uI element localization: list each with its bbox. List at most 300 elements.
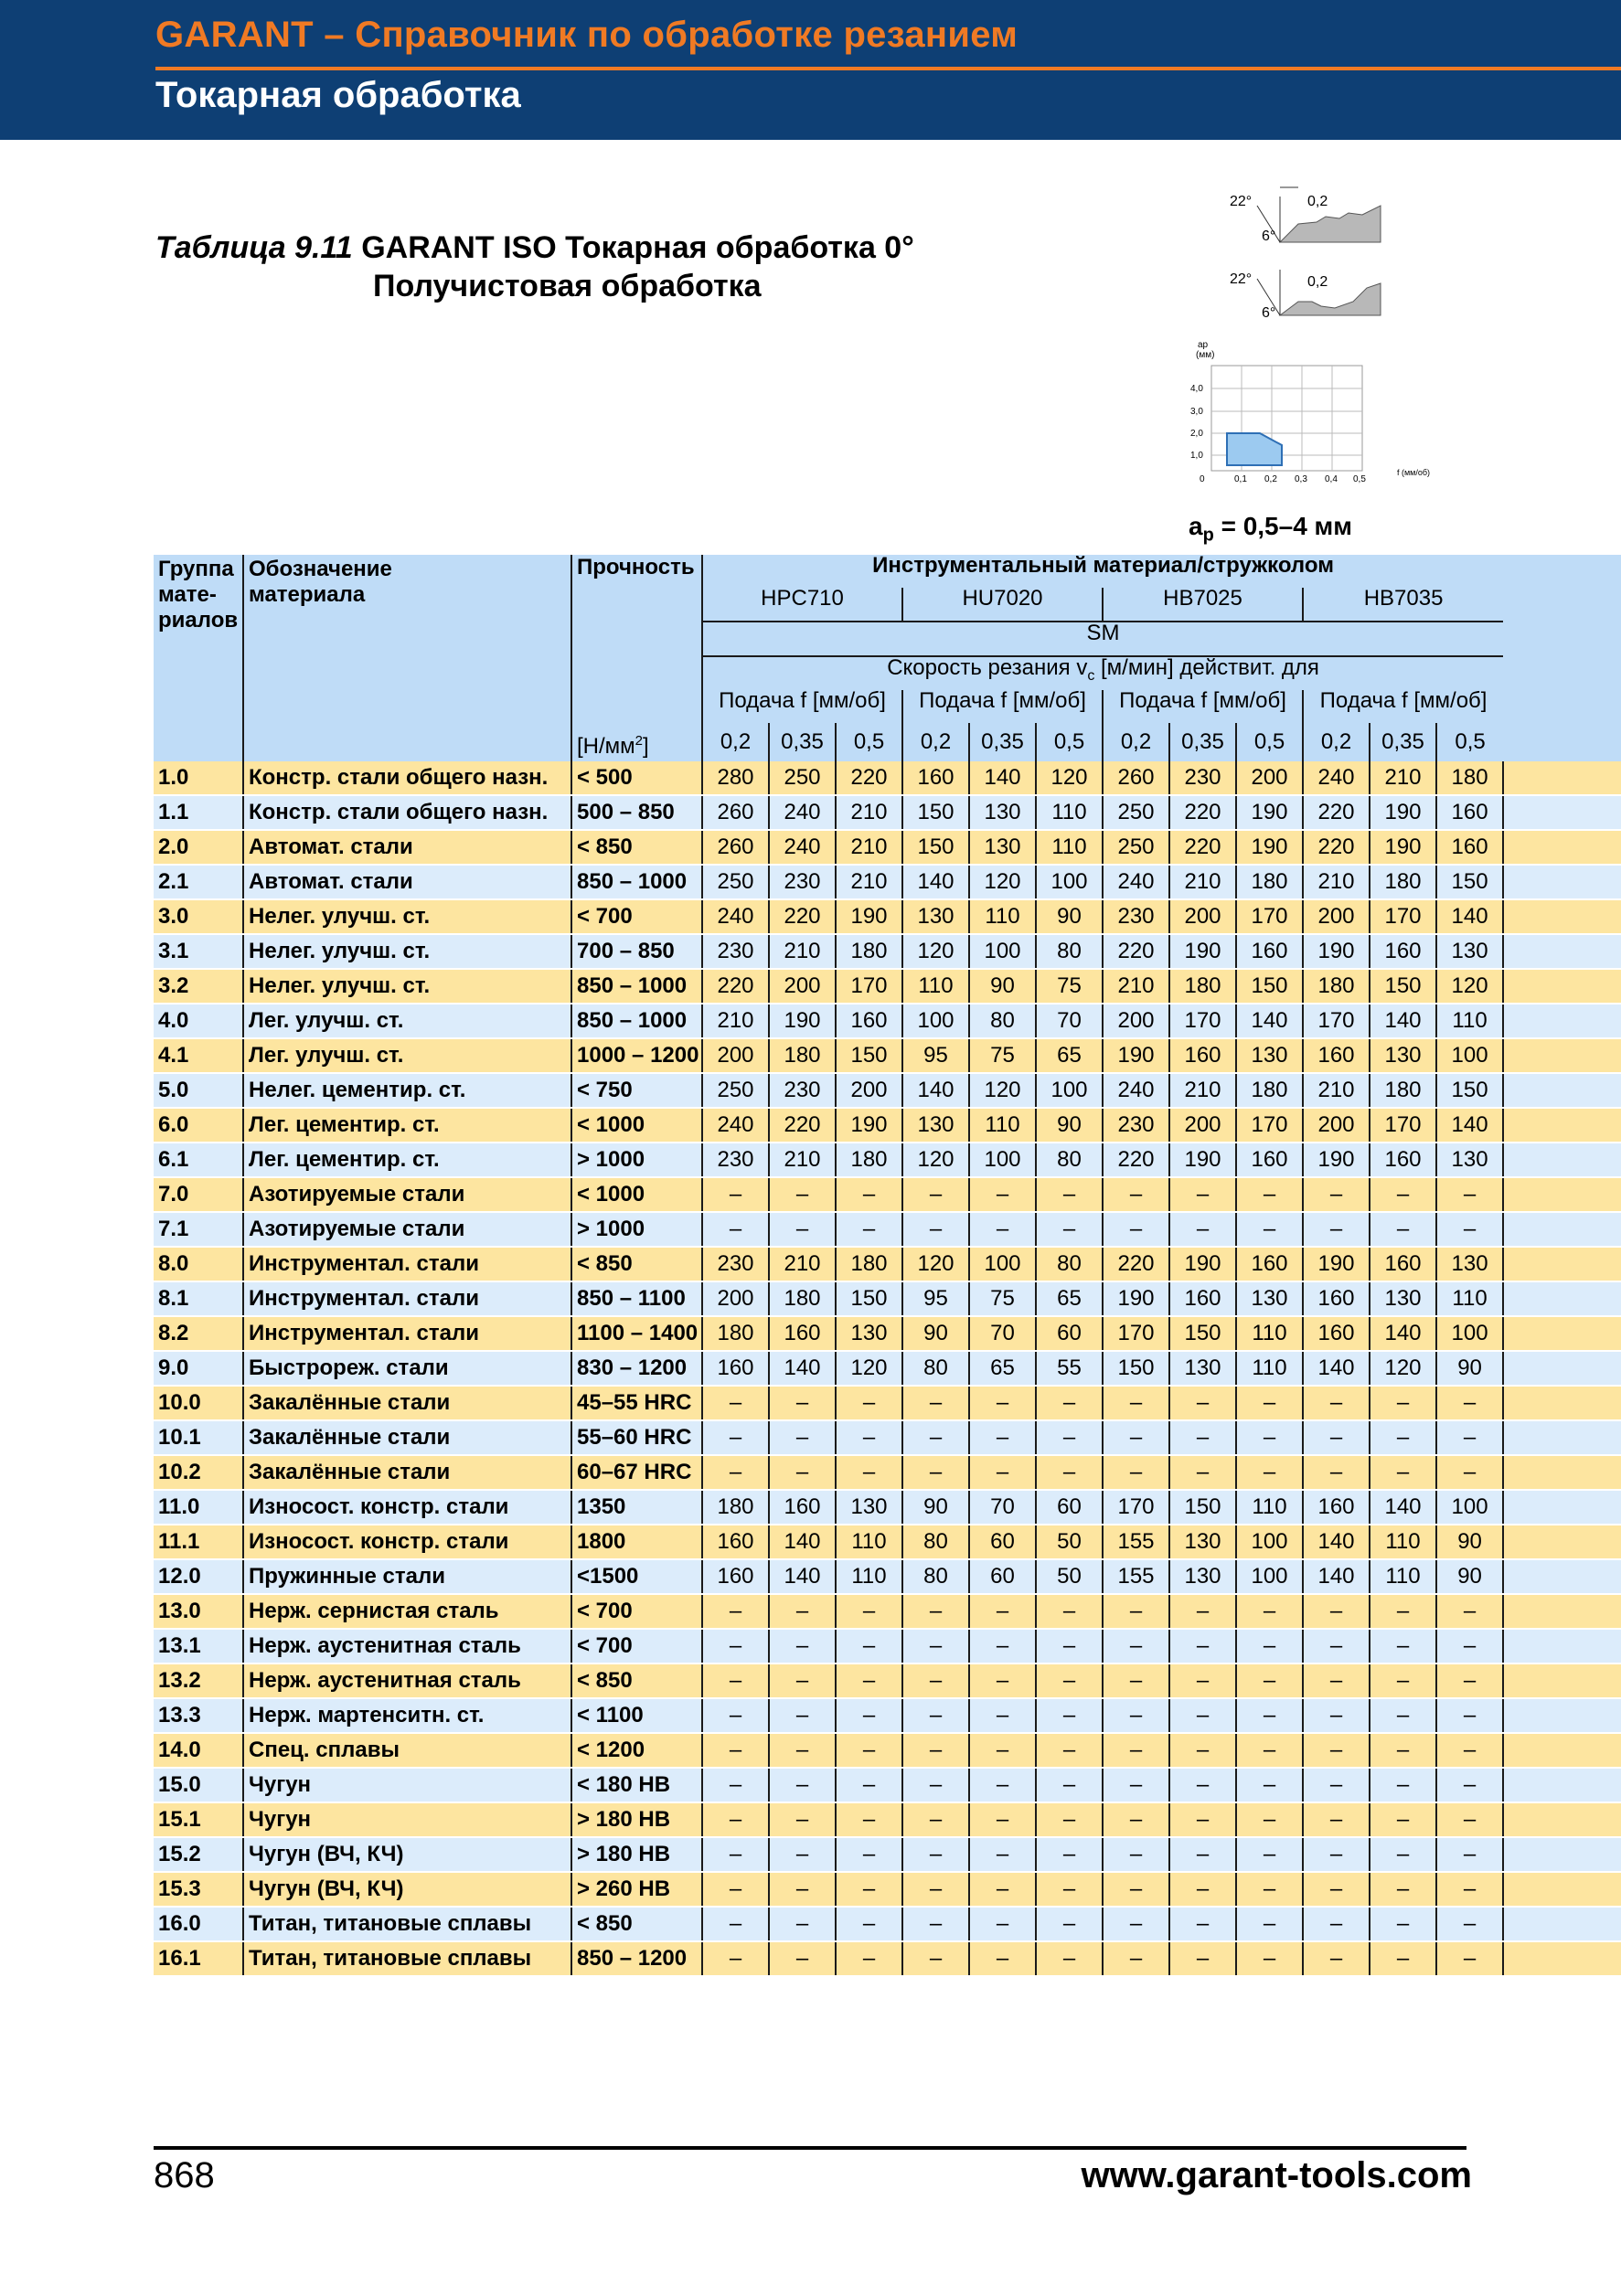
cutting-speed-value: 120	[836, 1351, 902, 1386]
cutting-speed-value: –	[836, 1664, 902, 1698]
cutting-speed-value: 140	[969, 761, 1036, 795]
cutting-speed-value: –	[1036, 1837, 1103, 1872]
footer-divider	[154, 2146, 1466, 2150]
cutting-speed-value: –	[1036, 1733, 1103, 1768]
cutting-speed-value: –	[1169, 1768, 1236, 1802]
cutting-speed-value: –	[1303, 1386, 1370, 1420]
material-name: Титан, титановые сплавы	[243, 1907, 571, 1941]
cutting-speed-value: 90	[969, 969, 1036, 1004]
cutting-speed-value: –	[1436, 1177, 1503, 1212]
cutting-speed-value: –	[1370, 1177, 1436, 1212]
cutting-speed-value: 160	[1169, 1038, 1236, 1073]
cutting-speed-value: –	[1236, 1386, 1303, 1420]
cutting-speed-value: 110	[1236, 1316, 1303, 1351]
svg-text:4,0: 4,0	[1190, 384, 1203, 394]
svg-text:3,0: 3,0	[1190, 407, 1203, 417]
website-link[interactable]: www.garant-tools.com	[1081, 2155, 1472, 2195]
cutting-speed-value: –	[836, 1941, 902, 1976]
cutting-speed-value: 180	[702, 1490, 769, 1525]
cutting-speed-value: 70	[1036, 1004, 1103, 1038]
grade-header: HB7025	[1103, 588, 1303, 622]
table-row	[154, 934, 1621, 969]
cutting-speed-value: 180	[769, 1281, 836, 1316]
table-row	[154, 1386, 1621, 1420]
cutting-speed-value: 155	[1103, 1559, 1169, 1594]
cutting-speed-value: 65	[1036, 1038, 1103, 1073]
cutting-speed-value: 110	[1236, 1351, 1303, 1386]
cutting-speed-value: –	[1303, 1212, 1370, 1247]
table-row	[154, 1629, 1621, 1664]
material-name: Износост. констр. стали	[243, 1525, 571, 1559]
cutting-speed-value: 55	[1036, 1351, 1103, 1386]
cutting-speed-value: 230	[1103, 1108, 1169, 1143]
row-filler	[1503, 795, 1621, 830]
svg-text:22°: 22°	[1230, 194, 1253, 209]
cutting-speed-value: 130	[969, 830, 1036, 865]
cutting-speed-value: 230	[769, 1073, 836, 1108]
cutting-speed-value: –	[1436, 1698, 1503, 1733]
table-row	[154, 1941, 1621, 1976]
cutting-speed-value: –	[1370, 1386, 1436, 1420]
feed-header: Подача f [мм/об]	[1303, 690, 1503, 723]
table-row	[154, 1351, 1621, 1386]
cutting-speed-value: 160	[1436, 795, 1503, 830]
cutting-speed-value: 160	[769, 1490, 836, 1525]
cutting-speed-value: 190	[1236, 795, 1303, 830]
cutting-speed-value: –	[1169, 1837, 1236, 1872]
row-filler	[1503, 1212, 1621, 1247]
cutting-speed-value: –	[1303, 1177, 1370, 1212]
cutting-speed-value: 190	[1169, 934, 1236, 969]
svg-text:0,2: 0,2	[1264, 474, 1277, 484]
cutting-speed-value: 130	[1169, 1559, 1236, 1594]
table-row	[154, 1455, 1621, 1490]
cutting-speed-value: 130	[1236, 1038, 1303, 1073]
cutting-speed-value: 220	[1103, 934, 1169, 969]
cutting-speed-value: –	[836, 1212, 902, 1247]
cutting-speed-value: –	[1036, 1907, 1103, 1941]
cutting-speed-value: –	[1169, 1386, 1236, 1420]
cutting-speed-value: 280	[702, 761, 769, 795]
cutting-speed-value: 80	[1036, 934, 1103, 969]
cutting-speed-value: 140	[1303, 1351, 1370, 1386]
cutting-speed-value: 75	[1036, 969, 1103, 1004]
cutting-speed-value: 180	[1236, 1073, 1303, 1108]
material-strength: 500 – 850	[571, 795, 702, 830]
svg-text:0: 0	[1200, 474, 1205, 484]
cutting-speed-value: 220	[1169, 795, 1236, 830]
material-group: 13.1	[154, 1629, 243, 1664]
material-group: 8.0	[154, 1247, 243, 1281]
cutting-speed-value: 90	[1436, 1351, 1503, 1386]
cutting-speed-value: –	[1370, 1802, 1436, 1837]
row-filler	[1503, 1559, 1621, 1594]
cutting-speed-value: –	[1236, 1941, 1303, 1976]
cutting-speed-value: –	[1236, 1420, 1303, 1455]
cutting-speed-value: –	[1236, 1212, 1303, 1247]
cutting-speed-value: –	[702, 1177, 769, 1212]
cutting-speed-value: –	[1436, 1386, 1503, 1420]
cutting-speed-value: 110	[836, 1525, 902, 1559]
material-strength: > 180 HB	[571, 1802, 702, 1837]
cutting-speed-value: 200	[1303, 899, 1370, 934]
cutting-speed-value: 210	[1303, 865, 1370, 899]
cutting-speed-value: –	[1436, 1664, 1503, 1698]
cutting-speed-value: –	[1436, 1941, 1503, 1976]
cutting-speed-value: –	[769, 1733, 836, 1768]
material-strength: < 1200	[571, 1733, 702, 1768]
cutting-speed-value: –	[702, 1872, 769, 1907]
cutting-speed-value: –	[1370, 1629, 1436, 1664]
cutting-speed-value: 100	[1036, 1073, 1103, 1108]
cutting-speed-value: –	[702, 1386, 769, 1420]
cutting-speed-value: 150	[902, 795, 969, 830]
material-group: 12.0	[154, 1559, 243, 1594]
cutting-speed-value: –	[1169, 1177, 1236, 1212]
cutting-speed-value: –	[836, 1594, 902, 1629]
row-filler	[1503, 1594, 1621, 1629]
cutting-speed-value: 60	[969, 1525, 1036, 1559]
row-filler	[1503, 969, 1621, 1004]
cutting-speed-value: –	[969, 1386, 1036, 1420]
material-name: Лег. цементир. ст.	[243, 1143, 571, 1177]
cutting-speed-value: 110	[969, 1108, 1036, 1143]
cutting-speed-value: 260	[702, 795, 769, 830]
cutting-speed-value: –	[702, 1664, 769, 1698]
material-name: Закалённые стали	[243, 1455, 571, 1490]
material-group: 15.3	[154, 1872, 243, 1907]
svg-text:0,2: 0,2	[1307, 274, 1328, 290]
cutting-speed-value: –	[1103, 1629, 1169, 1664]
cutting-speed-value: –	[769, 1664, 836, 1698]
cutting-speed-value: –	[1103, 1420, 1169, 1455]
material-name: Лег. цементир. ст.	[243, 1108, 571, 1143]
cutting-speed-value: –	[1103, 1594, 1169, 1629]
cutting-speed-value: 240	[1103, 1073, 1169, 1108]
material-group: 16.0	[154, 1907, 243, 1941]
cutting-speed-value: –	[702, 1768, 769, 1802]
insert-profile-1	[1230, 187, 1381, 244]
cutting-speed-value: –	[1303, 1941, 1370, 1976]
cutting-speed-value: 140	[1303, 1525, 1370, 1559]
row-filler	[1503, 899, 1621, 934]
cutting-speed-value: –	[1436, 1455, 1503, 1490]
row-filler	[1503, 1281, 1621, 1316]
cutting-speed-value: 95	[902, 1038, 969, 1073]
row-filler	[1503, 1629, 1621, 1664]
cutting-speed-value: 190	[1103, 1281, 1169, 1316]
material-name: Спец. сплавы	[243, 1733, 571, 1768]
cutting-speed-value: 150	[902, 830, 969, 865]
cutting-speed-value: 90	[1436, 1525, 1503, 1559]
cutting-speed-value: –	[1036, 1941, 1103, 1976]
cutting-speed-value: 180	[1436, 761, 1503, 795]
material-group: 10.0	[154, 1386, 243, 1420]
cutting-speed-value: –	[902, 1664, 969, 1698]
svg-text:0,1: 0,1	[1234, 474, 1247, 484]
feed-value-header: 0,2	[1103, 723, 1169, 761]
cutting-speed-value: 140	[769, 1351, 836, 1386]
cutting-speed-value: –	[902, 1837, 969, 1872]
row-filler	[1503, 1455, 1621, 1490]
table-row	[154, 1768, 1621, 1802]
material-strength: 850 – 1000	[571, 969, 702, 1004]
cutting-speed-value: 180	[836, 934, 902, 969]
material-name: Азотируемые стали	[243, 1212, 571, 1247]
row-filler	[1503, 1941, 1621, 1976]
row-filler	[1503, 761, 1621, 795]
cutting-speed-value: 110	[1370, 1525, 1436, 1559]
table-row	[154, 1907, 1621, 1941]
cutting-speed-value: 75	[969, 1038, 1036, 1073]
cutting-speed-value: –	[902, 1907, 969, 1941]
cutting-speed-value: –	[702, 1733, 769, 1768]
cutting-speed-value: –	[1303, 1698, 1370, 1733]
cutting-speed-value: 140	[1370, 1490, 1436, 1525]
material-name: Нерж. аустенитная сталь	[243, 1664, 571, 1698]
material-name: Пружинные стали	[243, 1559, 571, 1594]
cutting-speed-value: –	[902, 1420, 969, 1455]
cutting-speed-value: –	[769, 1768, 836, 1802]
cutting-speed-value: –	[836, 1177, 902, 1212]
cutting-speed-value: –	[1036, 1212, 1103, 1247]
material-name: Закалённые стали	[243, 1420, 571, 1455]
cutting-speed-value: –	[902, 1872, 969, 1907]
cutting-speed-value: –	[836, 1386, 902, 1420]
cutting-speed-value: 110	[1036, 795, 1103, 830]
table-row	[154, 1247, 1621, 1281]
cutting-speed-value: 200	[769, 969, 836, 1004]
material-group: 7.1	[154, 1212, 243, 1247]
cutting-speed-value: 160	[702, 1525, 769, 1559]
material-group: 4.1	[154, 1038, 243, 1073]
material-name: Лег. улучш. ст.	[243, 1038, 571, 1073]
material-strength: 1000 – 1200	[571, 1038, 702, 1073]
cutting-speed-value: –	[1236, 1872, 1303, 1907]
table-row	[154, 1698, 1621, 1733]
cutting-speed-value: 200	[702, 1038, 769, 1073]
row-filler	[1503, 1108, 1621, 1143]
cutting-speed-value: 130	[836, 1316, 902, 1351]
material-group: 10.2	[154, 1455, 243, 1490]
material-group: 6.0	[154, 1108, 243, 1143]
material-group: 8.2	[154, 1316, 243, 1351]
cutting-speed-value: 210	[836, 830, 902, 865]
cutting-speed-value: 220	[1303, 795, 1370, 830]
svg-text:0,5: 0,5	[1353, 474, 1366, 484]
cutting-speed-value: 120	[1370, 1351, 1436, 1386]
cutting-speed-value: 160	[1303, 1038, 1370, 1073]
cutting-speed-value: 90	[902, 1490, 969, 1525]
cutting-speed-value: –	[1303, 1872, 1370, 1907]
cutting-speed-value: 210	[769, 934, 836, 969]
cutting-speed-value: –	[1169, 1733, 1236, 1768]
cutting-speed-value: –	[1370, 1872, 1436, 1907]
table-row	[154, 1802, 1621, 1837]
table-row	[154, 1594, 1621, 1629]
cutting-speed-value: 100	[969, 1143, 1036, 1177]
cutting-speed-value: 210	[769, 1247, 836, 1281]
material-name: Чугун	[243, 1802, 571, 1837]
cutting-speed-value: 80	[969, 1004, 1036, 1038]
material-strength: < 700	[571, 1629, 702, 1664]
svg-text:(мм): (мм)	[1196, 350, 1215, 360]
cutting-speed-value: 190	[1169, 1247, 1236, 1281]
insert-diagrams	[1170, 178, 1454, 562]
cutting-speed-value: 200	[1169, 1108, 1236, 1143]
cutting-speed-value: 100	[1436, 1038, 1503, 1073]
cutting-speed-value: 160	[1370, 1143, 1436, 1177]
cutting-speed-value: 100	[1236, 1559, 1303, 1594]
cutting-speed-value: –	[902, 1594, 969, 1629]
cutting-speed-value: 140	[1370, 1316, 1436, 1351]
cutting-speed-value: 50	[1036, 1559, 1103, 1594]
row-filler	[1503, 1907, 1621, 1941]
table-row	[154, 1038, 1621, 1073]
row-filler	[1503, 934, 1621, 969]
cutting-speed-value: –	[702, 1941, 769, 1976]
material-name: Инструментал. стали	[243, 1281, 571, 1316]
cutting-speed-value: –	[1303, 1420, 1370, 1455]
cutting-speed-value: 190	[1370, 830, 1436, 865]
cutting-speed-value: –	[1103, 1664, 1169, 1698]
grade-header: HPC710	[702, 588, 902, 622]
cutting-speed-value: –	[836, 1698, 902, 1733]
cutting-speed-value: 110	[902, 969, 969, 1004]
material-strength: < 500	[571, 761, 702, 795]
cutting-speed-value: –	[1036, 1802, 1103, 1837]
cutting-speed-value: 170	[1303, 1004, 1370, 1038]
cutting-speed-value: 210	[1370, 761, 1436, 795]
cutting-speed-value: –	[1236, 1768, 1303, 1802]
material-group: 11.1	[154, 1525, 243, 1559]
cutting-speed-value: –	[769, 1177, 836, 1212]
feed-value-header: 0,35	[1370, 723, 1436, 761]
cutting-speed-value: 100	[1036, 865, 1103, 899]
table-row	[154, 1177, 1621, 1212]
cutting-speed-value: –	[902, 1629, 969, 1664]
feed-value-header: 0,5	[1036, 723, 1103, 761]
cutting-speed-value: 140	[1370, 1004, 1436, 1038]
cutting-speed-value: 70	[969, 1316, 1036, 1351]
material-group: 2.1	[154, 865, 243, 899]
material-name: Износост. констр. стали	[243, 1490, 571, 1525]
depth-of-cut-label: $a_p = 0,5-4$ мм	[1189, 512, 1352, 546]
cutting-speed-value: 160	[1370, 1247, 1436, 1281]
cutting-speed-value: 160	[1370, 934, 1436, 969]
insert-profile-2	[1230, 270, 1381, 321]
cutting-speed-value: 160	[1436, 830, 1503, 865]
cutting-speed-value: –	[769, 1837, 836, 1872]
cutting-speed-value: –	[1169, 1941, 1236, 1976]
cutting-speed-value: 120	[1036, 761, 1103, 795]
cutting-speed-value: –	[1169, 1802, 1236, 1837]
material-strength: 1100 – 1400	[571, 1316, 702, 1351]
cutting-speed-value: 230	[702, 1247, 769, 1281]
cutting-speed-value: 150	[1103, 1351, 1169, 1386]
cutting-speed-value: 160	[1303, 1490, 1370, 1525]
cutting-speed-value: 230	[769, 865, 836, 899]
cutting-speed-value: –	[1436, 1768, 1503, 1802]
table-title: GARANT ISO Токарная обработка 0°	[361, 230, 914, 265]
cutting-speed-value: –	[1370, 1664, 1436, 1698]
cutting-speed-value: –	[1436, 1907, 1503, 1941]
cutting-speed-value: –	[902, 1455, 969, 1490]
feed-header: Подача f [мм/об]	[702, 690, 902, 723]
cutting-speed-value: 130	[969, 795, 1036, 830]
cutting-speed-value: 230	[702, 934, 769, 969]
cutting-speed-value: 190	[1303, 1247, 1370, 1281]
row-filler	[1503, 1073, 1621, 1108]
cutting-speed-value: 170	[1103, 1316, 1169, 1351]
cutting-speed-value: 210	[1169, 1073, 1236, 1108]
cutting-speed-value: 200	[702, 1281, 769, 1316]
material-group: 1.0	[154, 761, 243, 795]
material-name: Закалённые стали	[243, 1386, 571, 1420]
cutting-speed-value: –	[836, 1629, 902, 1664]
cutting-speed-value: 250	[769, 761, 836, 795]
material-group: 14.0	[154, 1733, 243, 1768]
cutting-speed-value: 110	[1436, 1004, 1503, 1038]
cutting-speed-value: 180	[1370, 1073, 1436, 1108]
svg-text:22°: 22°	[1230, 271, 1253, 287]
cutting-speed-value: –	[1103, 1455, 1169, 1490]
cutting-speed-value: 190	[1236, 830, 1303, 865]
cutting-speed-value: 160	[1236, 934, 1303, 969]
cutting-speed-value: –	[1370, 1941, 1436, 1976]
material-name: Инструментал. стали	[243, 1316, 571, 1351]
grade-header: HB7035	[1303, 588, 1503, 622]
cutting-speed-value: –	[1236, 1177, 1303, 1212]
handbook-title: GARANT – Справочник по обработке резанием	[155, 15, 1018, 55]
material-strength: < 850	[571, 1247, 702, 1281]
cutting-speed-value: –	[1036, 1768, 1103, 1802]
row-filler	[1503, 1247, 1621, 1281]
cutting-speed-value: 230	[1169, 761, 1236, 795]
cutting-speed-value: –	[1370, 1455, 1436, 1490]
feed-value-header: 0,5	[1236, 723, 1303, 761]
table-row	[154, 1073, 1621, 1108]
material-name: Нелег. улучш. ст.	[243, 934, 571, 969]
material-group: 4.0	[154, 1004, 243, 1038]
cutting-speed-value: 210	[1303, 1073, 1370, 1108]
cutting-speed-value: –	[836, 1872, 902, 1907]
material-group: 5.0	[154, 1073, 243, 1108]
cutting-speed-value: –	[1370, 1907, 1436, 1941]
tool-material-header: Инструментальный материал/стружколом	[702, 555, 1503, 588]
cutting-speed-value: –	[902, 1698, 969, 1733]
cutting-speed-value: –	[1436, 1594, 1503, 1629]
cutting-speed-value: –	[836, 1907, 902, 1941]
material-name: Автомат. стали	[243, 830, 571, 865]
cutting-speed-value: 210	[836, 795, 902, 830]
cutting-speed-value: 110	[969, 899, 1036, 934]
cutting-speed-value: 260	[702, 830, 769, 865]
cutting-speed-value: 210	[769, 1143, 836, 1177]
cutting-speed-value: 100	[969, 934, 1036, 969]
cutting-speed-value: –	[969, 1594, 1036, 1629]
cutting-speed-value: –	[969, 1212, 1036, 1247]
cutting-speed-value: 240	[702, 899, 769, 934]
svg-text:6°: 6°	[1262, 229, 1276, 244]
cutting-speed-value: 240	[702, 1108, 769, 1143]
material-group: 8.1	[154, 1281, 243, 1316]
cutting-speed-value: –	[1436, 1802, 1503, 1837]
material-strength: 850 – 1000	[571, 865, 702, 899]
cutting-speed-value: –	[836, 1802, 902, 1837]
cutting-speed-value: –	[1103, 1768, 1169, 1802]
cutting-speed-value: –	[702, 1212, 769, 1247]
